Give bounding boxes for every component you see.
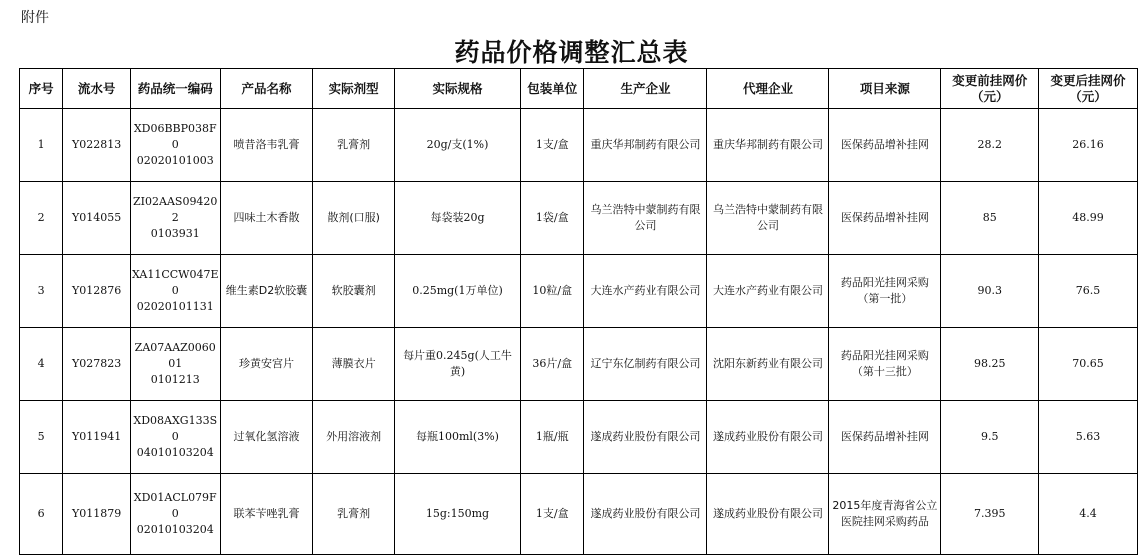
cell-seq: 3	[20, 255, 63, 328]
cell-code	[130, 109, 220, 182]
cell-price-after: 4.4	[1039, 474, 1138, 555]
cell-product-name: 维生素D2软胶囊	[220, 255, 313, 328]
cell-code-line1: XD06BBP038F0	[133, 122, 217, 151]
price-adjustment-table	[19, 68, 1138, 555]
cell-spec: 每片重0.245g(人工牛黄)	[394, 328, 520, 401]
cell-source: 2015年度青海省公立医院挂网采购药品	[829, 474, 941, 555]
cell-product-name: 联苯苄唑乳膏	[220, 474, 313, 555]
cell-source: 药品阳光挂网采购（第一批）	[829, 255, 941, 328]
cell-agent: 遂成药业股份有限公司	[707, 401, 829, 474]
page-title: 药品价格调整汇总表	[454, 38, 689, 67]
cell-dosage-form: 薄膜衣片	[313, 328, 395, 401]
cell-manufacturer: 辽宁东亿制药有限公司	[584, 328, 707, 401]
cell-price-before: 98.25	[941, 328, 1039, 401]
cell-manufacturer: 大连水产药业有限公司	[584, 255, 707, 328]
cell-code	[130, 255, 220, 328]
header-price-after-line2: （元）	[1069, 88, 1107, 104]
cell-serial: Y012876	[63, 255, 131, 328]
cell-code-line1: XA11CCW047E0	[131, 268, 219, 297]
cell-seq: 2	[20, 182, 63, 255]
cell-source: 医保药品增补挂网	[829, 182, 941, 255]
cell-code-line2: 0103931	[150, 227, 200, 240]
cell-dosage-form: 乳膏剂	[313, 474, 395, 555]
cell-manufacturer: 乌兰浩特中蒙制药有限公司	[584, 182, 707, 255]
table-row	[20, 182, 1138, 255]
table-row	[20, 401, 1138, 474]
cell-code	[130, 182, 220, 255]
cell-agent: 沈阳东新药业有限公司	[707, 328, 829, 401]
cell-package: 10粒/盒	[520, 255, 584, 328]
header-package: 包装单位	[520, 69, 584, 109]
cell-package: 1瓶/瓶	[520, 401, 584, 474]
cell-serial: Y022813	[63, 109, 131, 182]
header-spec: 实际规格	[394, 69, 520, 109]
cell-price-before: 28.2	[941, 109, 1039, 182]
cell-source: 医保药品增补挂网	[829, 109, 941, 182]
cell-code-line2: 04010103204	[136, 446, 214, 459]
header-code: 药品统一编码	[130, 69, 220, 109]
cell-manufacturer: 遂成药业股份有限公司	[584, 474, 707, 555]
cell-code-line1: ZI02AAS094202	[133, 195, 218, 224]
cell-code	[130, 474, 220, 555]
cell-spec: 每袋装20g	[394, 182, 520, 255]
cell-product-name: 过氧化氢溶液	[220, 401, 313, 474]
cell-spec: 0.25mg(1万单位)	[394, 255, 520, 328]
cell-package: 36片/盒	[520, 328, 584, 401]
cell-product-name: 喷昔洛韦乳膏	[220, 109, 313, 182]
cell-manufacturer: 重庆华邦制药有限公司	[584, 109, 707, 182]
cell-dosage-form: 软胶囊剂	[313, 255, 395, 328]
cell-serial: Y011879	[63, 474, 131, 555]
cell-dosage-form: 散剂(口服)	[313, 182, 395, 255]
cell-code	[130, 401, 220, 474]
header-manufacturer: 生产企业	[584, 69, 707, 109]
cell-price-before: 9.5	[941, 401, 1039, 474]
cell-source: 药品阳光挂网采购（第十三批）	[829, 328, 941, 401]
header-price-before-line2: （元）	[970, 88, 1009, 104]
cell-code-line1: ZA07AAZ006001	[134, 341, 216, 370]
cell-price-before: 85	[941, 182, 1039, 255]
cell-package: 1支/盒	[520, 109, 584, 182]
cell-price-after: 26.16	[1039, 109, 1138, 182]
attachment-label: 附件	[21, 10, 49, 26]
cell-seq: 5	[20, 401, 63, 474]
cell-seq: 6	[20, 474, 63, 555]
header-serial: 流水号	[63, 69, 131, 109]
table-row	[20, 474, 1138, 555]
cell-agent: 乌兰浩特中蒙制药有限公司	[707, 182, 829, 255]
cell-seq: 4	[20, 328, 63, 401]
header-price-before	[941, 69, 1039, 109]
cell-code	[130, 328, 220, 401]
header-seq: 序号	[20, 69, 63, 109]
cell-price-after: 48.99	[1039, 182, 1138, 255]
cell-price-after: 76.5	[1039, 255, 1138, 328]
cell-serial: Y027823	[63, 328, 131, 401]
header-price-after	[1039, 69, 1138, 109]
header-dosage-form: 实际剂型	[313, 69, 395, 109]
cell-package: 1袋/盒	[520, 182, 584, 255]
cell-serial: Y014055	[63, 182, 131, 255]
header-product-name: 产品名称	[220, 69, 313, 109]
header-price-after-line1: 变更后挂网价	[1050, 72, 1126, 88]
cell-manufacturer: 遂成药业股份有限公司	[584, 401, 707, 474]
cell-price-after: 70.65	[1039, 328, 1138, 401]
cell-agent: 遂成药业股份有限公司	[707, 474, 829, 555]
cell-agent: 重庆华邦制药有限公司	[707, 109, 829, 182]
cell-spec: 15g:150mg	[394, 474, 520, 555]
cell-code-line1: XD01ACL079F0	[133, 491, 217, 520]
header-source: 项目来源	[829, 69, 941, 109]
cell-agent: 大连水产药业有限公司	[707, 255, 829, 328]
cell-seq: 1	[20, 109, 63, 182]
cell-price-before: 7.395	[941, 474, 1039, 555]
cell-spec: 每瓶100ml(3%)	[394, 401, 520, 474]
cell-code-line2: 0101213	[150, 373, 200, 386]
header-price-before-line1: 变更前挂网价	[952, 72, 1028, 88]
cell-code-line1: XD08AXG133S0	[133, 414, 218, 443]
cell-code-line2: 02010103204	[136, 523, 214, 536]
table-row	[20, 328, 1138, 401]
header-agent: 代理企业	[707, 69, 829, 109]
cell-code-line2: 02020101131	[136, 300, 214, 313]
cell-price-after: 5.63	[1039, 401, 1138, 474]
cell-code-line2: 02020101003	[136, 154, 214, 167]
cell-serial: Y011941	[63, 401, 131, 474]
table-header-row	[20, 69, 1138, 109]
table-row	[20, 255, 1138, 328]
cell-source: 医保药品增补挂网	[829, 401, 941, 474]
cell-spec: 20g/支(1%)	[394, 109, 520, 182]
cell-package: 1支/盒	[520, 474, 584, 555]
cell-product-name: 四味土木香散	[220, 182, 313, 255]
cell-dosage-form: 外用溶液剂	[313, 401, 395, 474]
table-row	[20, 109, 1138, 182]
cell-product-name: 珍黄安宫片	[220, 328, 313, 401]
cell-price-before: 90.3	[941, 255, 1039, 328]
cell-dosage-form: 乳膏剂	[313, 109, 395, 182]
